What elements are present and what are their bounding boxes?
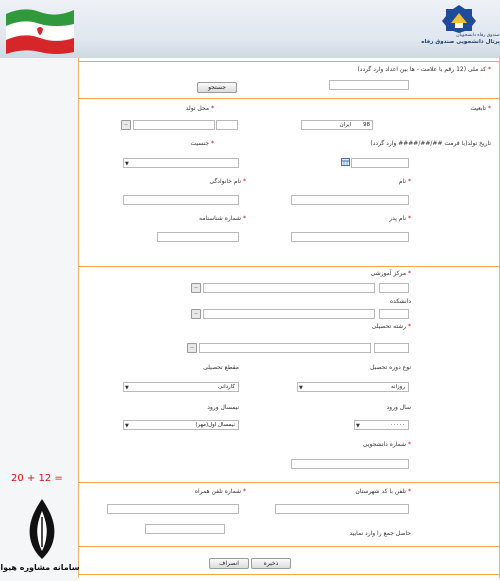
nationality-label: تابعیت: [470, 105, 487, 112]
degree-select[interactable]: [123, 382, 239, 392]
chevron-down-icon: ▼: [125, 423, 129, 429]
birthplace-input[interactable]: [133, 120, 215, 130]
birthdate-label: تاریخ تولد(با فرمت ##/##/#### وارد گردد): [370, 140, 491, 147]
center-label: مرکز آموزشی: [370, 270, 407, 277]
nationality-code: 98: [363, 122, 370, 128]
student-number-label: شماره دانشجویی: [362, 441, 407, 448]
center-input[interactable]: [203, 283, 375, 293]
faculty-lookup-button[interactable]: ..: [191, 309, 201, 319]
portal-header: [0, 0, 500, 59]
last-name-label: نام خانوادگی: [209, 178, 242, 185]
watermark-text: سامانه مشاوره هیوا: [0, 563, 80, 572]
nationality-input[interactable]: [301, 120, 373, 130]
section-separator: [79, 98, 499, 99]
chevron-down-icon: ▼: [125, 385, 129, 391]
section-separator: [79, 546, 499, 547]
chevron-down-icon: ▼: [125, 161, 129, 167]
last-name-input[interactable]: [123, 195, 239, 205]
mobile-label: شماره تلفن همراه: [194, 488, 242, 495]
gender-label: جنسیت: [190, 140, 210, 147]
phone-label: تلفن با کد شهرستان: [355, 488, 407, 495]
registration-form: * کد ملی (12 رقم با علامت - ها بین اعداد وارد گردد) جستجو * تابعیت * محل تولد 98 ایران .. تاریخ تولد(با فرمت ##/##/#### وارد گردد) * جنسیت ▼ * نام * نام خانوادگی * نام پدر * شماره شناسنامه * مرکز آموزشی .. دانشکده .. * رشته تحصیلی .. نوع دوره تحصیل مقطع تحصیلی ▼ روزانه ▼ کاردانی سال ورود نیمسال ورود ▼ ۰۰۰۰۰ ▼ نیمسال اول(مهر) * شماره دانشجویی * تلفن با کد شهرستان * شماره تلفن همراه حاصل جمع را وارد نمایید ذخیره انصراف: [78, 58, 500, 578]
center-lookup-button[interactable]: ..: [191, 283, 201, 293]
father-name-input[interactable]: [291, 232, 409, 242]
major-label: رشته تحصیلی: [371, 323, 407, 330]
section-separator: [79, 482, 499, 483]
cancel-button[interactable]: انصراف: [209, 558, 249, 569]
degree-value: کاردانی: [217, 384, 235, 390]
degree-label: مقطع تحصیلی: [203, 364, 239, 371]
chevron-down-icon: ▼: [356, 423, 360, 429]
entry-term-label: نیمسال ورود: [207, 404, 239, 411]
father-name-label: نام پدر: [389, 215, 407, 222]
student-number-input[interactable]: [291, 459, 409, 469]
entry-year-select[interactable]: [354, 420, 409, 430]
first-name-label: نام: [398, 178, 407, 185]
entry-year-label: سال ورود: [386, 404, 411, 411]
major-lookup-button[interactable]: ..: [187, 343, 197, 353]
major-code-input[interactable]: [374, 343, 409, 353]
phone-input[interactable]: [275, 504, 409, 514]
birthdate-input[interactable]: [351, 158, 409, 168]
course-type-label: نوع دوره تحصیل: [370, 364, 411, 371]
section-top-border: [79, 61, 499, 62]
captcha-label: حاصل جمع را وارد نمایید: [349, 530, 411, 537]
entry-term-value: نیمسال اول(مهر): [195, 422, 235, 428]
captcha-input[interactable]: [145, 524, 225, 534]
national-code-input[interactable]: [329, 80, 409, 90]
search-button[interactable]: جستجو: [197, 82, 237, 93]
first-name-input[interactable]: [291, 195, 409, 205]
birthplace-code-input[interactable]: [216, 120, 238, 130]
faculty-label: دانشکده: [390, 298, 411, 305]
chevron-down-icon: ▼: [299, 385, 303, 391]
id-number-input[interactable]: [157, 232, 239, 242]
save-button[interactable]: ذخیره: [251, 558, 291, 569]
major-input[interactable]: [199, 343, 371, 353]
id-number-label: شماره شناسنامه: [199, 215, 242, 222]
course-type-value: روزانه: [391, 384, 405, 390]
calendar-icon[interactable]: [341, 158, 350, 166]
faculty-code-input[interactable]: [379, 309, 409, 319]
faculty-input[interactable]: [203, 309, 375, 319]
national-code-label: کد ملی (12 رقم با علامت - ها بین اعداد وارد گردد): [357, 66, 487, 73]
required-mark: *: [488, 66, 491, 73]
birthplace-lookup-button[interactable]: ..: [121, 120, 131, 130]
gender-select[interactable]: [123, 158, 239, 168]
course-type-select[interactable]: [297, 382, 409, 392]
form-bottom-border: [79, 574, 499, 575]
nationality-value: ایران: [339, 122, 352, 128]
captcha-question: 20 + 12 =: [11, 473, 63, 484]
birthplace-label: محل تولد: [185, 105, 210, 112]
center-code-input[interactable]: [379, 283, 409, 293]
mobile-input[interactable]: [107, 504, 239, 514]
entry-year-value: ۰۰۰۰۰: [390, 422, 405, 428]
entry-term-select[interactable]: [123, 420, 239, 430]
section-separator: [79, 266, 499, 267]
org-small-text: صندوق رفاه دانشجویان: [456, 33, 500, 38]
iran-flag-image: [0, 4, 80, 58]
portal-title: پرتال دانشجویی صندوق رفاه: [421, 39, 500, 45]
